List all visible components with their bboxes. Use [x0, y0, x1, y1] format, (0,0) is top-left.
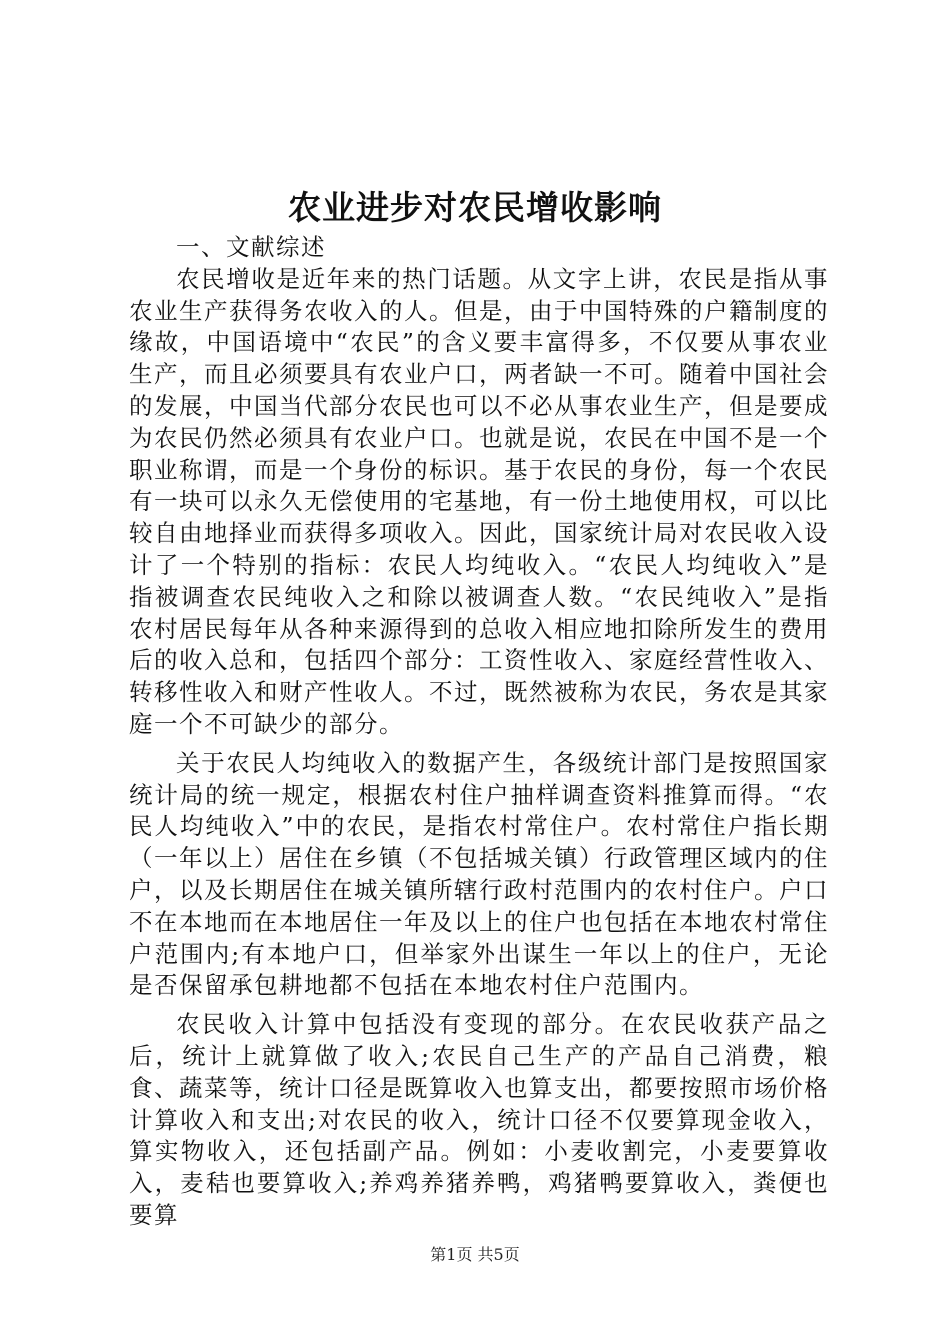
- page-footer: 第1页 共5页: [430, 1245, 520, 1264]
- document-title: 农业进步对农民增收影响: [288, 188, 662, 227]
- paragraph: 关于农民人均纯收入的数据产生，各级统计部门是按照国家统计局的统一规定，根据农村住户抽样调查资料推算而得。“农民人均纯收入”中的农民，是指农村常住户。农村常住户指长期（一年以上）居住在乡镇（不包括城关镇）行政管理区域内的住户，以及长期居住在城关镇所辖行政村范围内的农村住户。户口不在本地而在本地居住一年及以上的住户也包括在本地农村常住户范围内;有本地户口，但举家外出谋生一年以上的住户，无论是否保留承包耕地都不包括在本地农村住户范围内。: [129, 748, 829, 1000]
- paragraph: 农民增收是近年来的热门话题。从文字上讲，农民是指从事农业生产获得务农收入的人。但是，由于中国特殊的户籍制度的缘故，中国语境中“农民”的含义要丰富得多，不仅要从事农业生产，而且必须要具有农业户口，两者缺一不可。随着中国社会的发展，中国当代部分农民也可以不必从事农业生产，但是要成为农民仍然必须具有农业户口。也就是说，农民在中国不是一个职业称谓，而是一个身份的标识。基于农民的身份，每一个农民有一块可以永久无偿使用的宅基地，有一份土地使用权，可以比较自由地择业而获得多项收入。因此，国家统计局对农民收入设计了一个特别的指标：农民人均纯收入。“农民人均纯收入”是指被调查农民纯收入之和除以被调查人数。“农民纯收入”是指农村居民每年从各种来源得到的总收入相应地扣除所发生的费用后的收入总和，包括四个部分：工资性收入、家庭经营性收入、转移性收入和财产性收人。不过，既然被称为农民，务农是其家庭一个不可缺少的部分。: [129, 264, 829, 738]
- paragraph: 农民收入计算中包括没有变现的部分。在农民收获产品之后，统计上就算做了收入;农民自己生产的产品自己消费，粮食、蔬菜等，统计口径是既算收入也算支出，都要按照市场价格计算收入和支出;对农民的收入，统计口径不仅要算现金收入，算实物收入，还包括副产品。例如：小麦收割完，小麦要算收入，麦秸也要算收入;养鸡养猪养鸭，鸡猪鸭要算收入，粪便也要算: [129, 1010, 829, 1229]
- document-body: [129, 232, 829, 1232]
- section-heading: 一、文献综述: [176, 233, 326, 261]
